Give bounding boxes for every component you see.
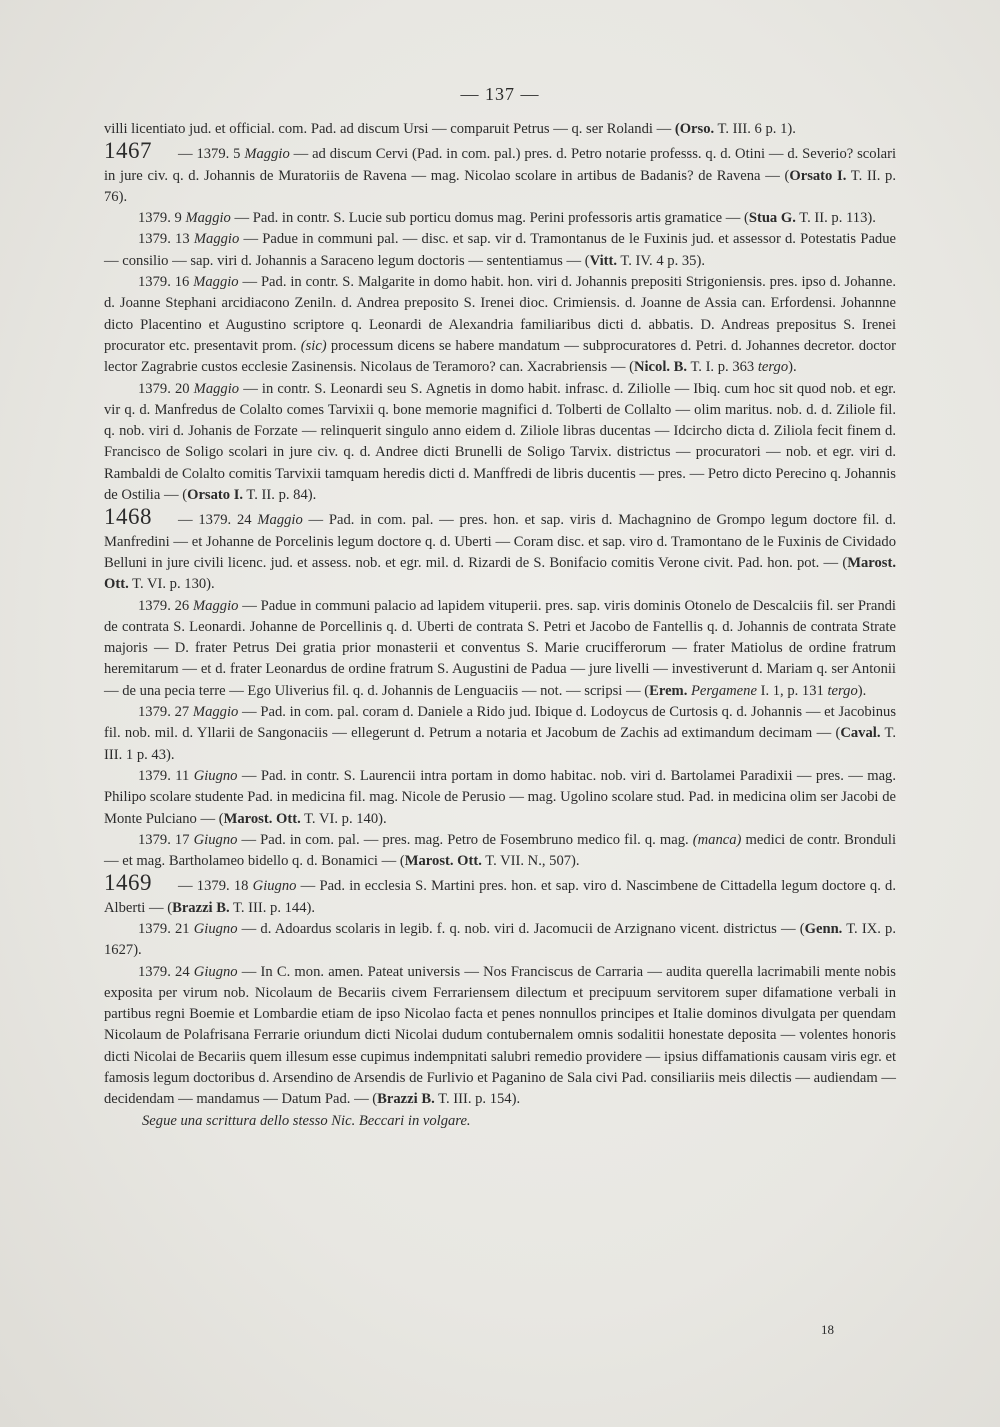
document-paragraph bbox=[104, 119, 896, 140]
italic-term: Maggio bbox=[185, 210, 231, 227]
entry-number: 1467 bbox=[104, 138, 152, 164]
entry-number: 1469 bbox=[104, 870, 152, 896]
source-citation: Vitt. bbox=[589, 252, 617, 269]
text-run: 1379. 16 bbox=[138, 274, 194, 291]
text-run: — Padue in communi pal. — disc. et sap. vir d. Tramontanus de le Fuxinis jud. et assessor d. Potestatis Padue — consilio — sap. viri d. Johannis a Saraceno legum doctoris — sententiamus — ( bbox=[104, 231, 896, 269]
source-citation: Orsato I. bbox=[789, 167, 847, 184]
italic-term: tergo bbox=[757, 359, 789, 376]
text-run: — d. Adoardus scolaris in legib. f. q. nob. viri d. Jacomucii de Arzignano vicent. districtus — ( bbox=[237, 920, 805, 937]
text-run: T. VI. p. 140). bbox=[300, 810, 387, 827]
italic-term: tergo bbox=[827, 682, 858, 699]
text-run: 1379. 26 bbox=[138, 597, 194, 614]
text-run: — 1379. 18 bbox=[178, 878, 253, 895]
italic-term: Giugno bbox=[193, 831, 238, 848]
italic-term: Maggio bbox=[257, 512, 303, 529]
document-paragraph bbox=[104, 229, 896, 272]
source-citation: Marost. Ott. bbox=[404, 853, 482, 870]
italic-term: Giugno bbox=[252, 878, 297, 895]
text-run: villi licentiato jud. et official. com. Pad. ad discum Ursi — comparuit Petrus — q. ser Rolandi — bbox=[104, 121, 675, 137]
document-entry bbox=[104, 872, 896, 919]
text-run: 1379. 11 bbox=[138, 767, 194, 784]
text-run: ). bbox=[788, 359, 797, 376]
text-run: — Padue in communi palacio ad lapidem vituperii. pres. sap. viris dominis Otonelo de Descalciis fil. ser Prandi de contrata S. Leonardi. Johanne de Porcellinis q. d. Uberti de contrata S. Petri et Jacobo de Fantellis q. d. Johannis de contrata Strate majoris — D. frater Petrus Dei gratia prior monasterii et conventus S. Marie crucifferorum — frater Matiolus de ordine fratrum heremitarum — et d. frater Leonardus de ordine fratrum S. Augustini de Padua — jure livelli — investiverunt d. Mariam q. ser Antonii — de una pecia terre — Ego Uliverius fil. q. d. Johannis de Lenguaciis — not. — scripsi — ( bbox=[104, 597, 896, 699]
text-run: T. I. p. 363 bbox=[687, 359, 758, 376]
text-run: — Pad. in ecclesia S. Martini pres. hon. et sap. viro d. Nascimbene de Cittadella legum doctore q. d. Alberti — ( bbox=[104, 878, 896, 916]
italic-term: Giugno bbox=[193, 963, 238, 980]
source-citation: Erem. bbox=[649, 682, 688, 699]
text-run: — In C. mon. amen. Pateat universis — Nos Franciscus de Carraria — audita querella lacrimabili mente nobis exposita per virum nob. Nicolaum de Becariis civem Ferrariensem dilectum et precipuum servitorem super difamatione verbali in partibus regni Boemie et Lombardie etiam de ipso Nicolao facta et penes nonnullos principes et Italie dominos divulgata per quendam Nicolaum de Polafrisana Ferrarie oriundum dicti Nicolai dudum contubernalem omnis sodalitii honestate deposita — volentes honoris dicti Nicolai de Becariis quem illesum esse cupimus indempnitati salubri remedio providere — ipsius diffamationis causam viris egr. et famosis legum doctoribus d. Arsendino de Arsendis de Furlivio et Paganino de Sala civi Pad. consiliariis meis dilectis — audiendam — decidendam — mandamus — Datum Pad. — ( bbox=[104, 963, 896, 1108]
document-paragraph bbox=[104, 379, 896, 507]
italic-term: (sic) bbox=[300, 337, 327, 354]
text-run: medici de contr. Bronduli — et mag. Bartholameo bidello q. d. Bonamici — ( bbox=[104, 831, 896, 870]
italic-term: Giugno bbox=[193, 920, 238, 937]
text-run: T. II. p. 76). bbox=[104, 167, 896, 205]
text-run: 1379. 13 bbox=[138, 231, 194, 248]
italic-term: (manca) bbox=[692, 831, 742, 848]
text-run: ). bbox=[857, 682, 867, 699]
italic-term: Giugno bbox=[193, 767, 238, 784]
text-run: 1379. 20 bbox=[138, 380, 194, 397]
document-paragraph bbox=[104, 272, 896, 378]
text-run: — Pad. in contr. S. Lucie sub porticu domus mag. Perini professoris artis gramatice — ( bbox=[230, 210, 749, 227]
document-paragraph bbox=[104, 208, 896, 229]
text-run: — ad discum Cervi (Pad. in com. pal.) pres. d. Petro notarie professs. q. d. Otini — d. Severio? scolari in jure civ. q. d. Johannis de Muratoriis de Ravena — mag. Nicolao scolare in artibus de Badanis? de Ravena — ( bbox=[104, 146, 897, 184]
text-run: T. VI. p. 130). bbox=[128, 576, 215, 593]
italic-term: Maggio bbox=[192, 704, 239, 721]
text-run: — Pad. in contr. S. Laurencii intra portam in domo habitac. nob. viri d. Bartolamei Paradixii — pres. — mag. Philipo scolare studente Pad. in medicina fil. mag. Nicole de Perusio — mag. Ugolino scolare stud. Pad. in medicina olim ser Jacobi de Monte Pulciano — ( bbox=[104, 767, 896, 827]
italic-term: Maggio bbox=[193, 597, 239, 614]
document-paragraph bbox=[104, 919, 896, 962]
text-run: — Pad. in contr. S. Malgarite in domo habit. hon. viri d. Johannis prepositi Strigoniensis. pres. ipso d. Johanne. d. Joanne Stephani arcidiacono Zeniln. d. Andrea preposito S. Irenei dioc. Crimiensis. d. Joanne de Assia can. Erfordensi. Johannne dicto Placentino et Augustino scriptore q. Leonardi de Alexandria familiaribus dicti d. abbatis. D. Andreas prepositus S. Irenei procurator etc. presentavit prom. bbox=[104, 274, 896, 354]
text-run: 1379. 17 bbox=[138, 831, 194, 848]
document-entry bbox=[104, 140, 896, 208]
source-citation: Caval. bbox=[840, 725, 881, 742]
source-citation: Brazzi B. bbox=[172, 899, 230, 916]
document-body bbox=[104, 119, 896, 1111]
source-citation: Orsato I. bbox=[187, 487, 244, 504]
signature-mark: 18 bbox=[821, 1322, 834, 1337]
source-citation: Stua G. bbox=[748, 210, 796, 227]
text-run: T. III. 6 p. 1). bbox=[714, 121, 796, 137]
text-run: T. III. p. 154). bbox=[434, 1091, 521, 1108]
document-paragraph bbox=[104, 596, 896, 702]
italic-term: Maggio bbox=[193, 380, 240, 397]
text-run: 1379. 27 bbox=[138, 704, 193, 721]
text-run: T. III. 1 p. 43). bbox=[104, 725, 896, 763]
text-run: — in contr. S. Leonardi seu S. Agnetis in domo habit. infrasc. d. Ziliolle — Ibiq. cum hoc sit quod nob. et egr. vir q. d. Manfredus de Colalto comes Tarvixii q. bone memorie magnifici d. Tolberti de Collalto — olim maritus. nob. d. d. Ziliole fil. q. nob. viri d. Johanis de Forzate — relinquerit singulo anno eidem d. Ziliole libras ducentas — Idcircho dicta d. Ziliola fecit finem d. Francisco de Soligo scolari in jure civ. q. d. Andree dicti Brunelli de Soligo Tarvix. districtus — procuratori — nob. et egr. viri d. Rambaldi de Colalto comitis Tarvixii tamquam heredis dicti d. Manffredi de libris ducentis — pres. — Petro dicto Perecino q. Johannis de Ostilia — ( bbox=[104, 380, 896, 504]
document-paragraph bbox=[104, 830, 896, 873]
source-citation: Marost. Ott. bbox=[223, 810, 301, 827]
page-number: — 137 — bbox=[460, 84, 540, 104]
text-run: — Pad. in com. pal. — pres. mag. Petro de Fosembruno medico fil. q. mag. bbox=[237, 831, 693, 848]
entry-number: 1468 bbox=[104, 504, 152, 530]
text-run: T. III. p. 144). bbox=[229, 899, 316, 916]
italic-term: Pergamene bbox=[691, 682, 757, 699]
text-run: — Pad. in com. pal. coram d. Daniele a Rido jud. Ibique d. Lodoycus de Curtosis q. d. Johannis — et Jacobinus fil. nob. mil. d. Yllarii de Sangonaciis — ellegerunt d. Petrum a notaria et Jacobum de Zachis ad extimandum decimam — ( bbox=[104, 704, 896, 742]
source-citation: Nicol. B. bbox=[633, 359, 688, 376]
text-run: 1379. 9 bbox=[138, 210, 186, 227]
text-run: T. VII. N., 507). bbox=[481, 853, 580, 870]
document-entry bbox=[104, 506, 896, 595]
text-run: processum dicens se habere mandatum — subprocuratores d. Petri. d. Johannes decretor. doctor lector Zagrabrie custos ecclesie Zasinensis. Nicolaus de Teramoro? can. Xacrabriensis — ( bbox=[104, 337, 896, 376]
document-paragraph bbox=[104, 962, 896, 1111]
text-run: T. IX. p. 1627). bbox=[104, 920, 896, 959]
source-citation: Genn. bbox=[804, 920, 843, 937]
text-run: T. II. p. 113). bbox=[795, 210, 876, 227]
source-citation: Marost. Ott. bbox=[104, 554, 896, 593]
source-citation: Brazzi B. bbox=[377, 1091, 435, 1108]
text-run: T. II. p. 84). bbox=[243, 487, 317, 504]
text-run: — 1379. 24 bbox=[178, 512, 258, 529]
text-run: I. 1, p. 131 bbox=[756, 682, 828, 699]
text-run: 1379. 21 bbox=[138, 920, 194, 937]
italic-term: Maggio bbox=[193, 274, 239, 291]
document-paragraph bbox=[104, 766, 896, 830]
footer-note: Segue una scrittura dello stesso Nic. Beccari in volgare. bbox=[142, 1112, 471, 1129]
text-run: T. IV. 4 p. 35). bbox=[617, 252, 705, 269]
document-paragraph bbox=[104, 702, 896, 766]
italic-term: Maggio bbox=[193, 231, 240, 248]
text-run: 1379. 24 bbox=[138, 963, 194, 980]
text-run: — Pad. in com. pal. — pres. hon. et sap. viris d. Machagnino de Grompo legum doctore fil. d. Manfredini — et Johanne de Porcelinis legum doctore q. d. Uberti — Coram disc. et sap. viro d. Tramontano de le Fuxinis de Cividado Belluni in jure civili licenc. jud. et assess. nob. et egr. mil. d. Rizardi de S. Bonifacio comitis Verone civit. Pad. hon. pot. — ( bbox=[104, 512, 897, 571]
text-run: — 1379. 5 bbox=[178, 146, 245, 163]
italic-term: Maggio bbox=[244, 146, 290, 163]
source-citation: (Orso. bbox=[674, 121, 715, 137]
